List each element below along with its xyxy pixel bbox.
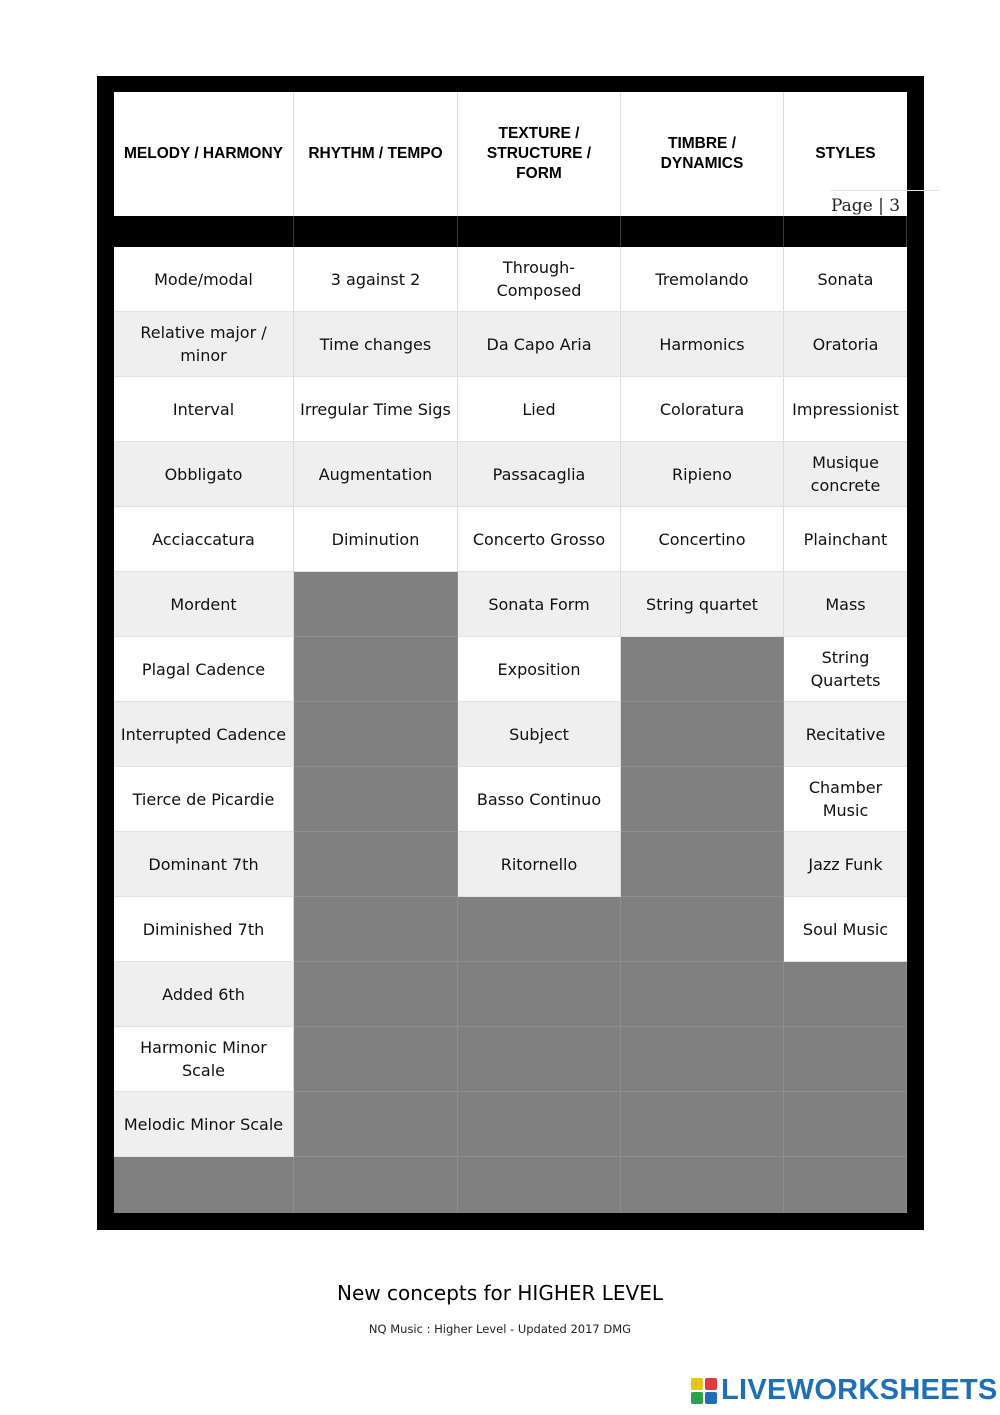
table-row <box>114 1027 907 1092</box>
table-cell: Concerto Grosso <box>458 507 621 572</box>
table-body <box>114 247 907 1157</box>
shaded-cell <box>621 767 784 832</box>
footer-text: NQ Music : Higher Level - Updated 2017 DMG <box>368 1322 632 1336</box>
table-cell: Harmonic Minor Scale <box>114 1027 294 1092</box>
table-cell: Concertino <box>621 507 784 572</box>
table-cell: Lied <box>458 377 621 442</box>
table-row <box>114 572 907 637</box>
table-cell: Basso Continuo <box>458 767 621 832</box>
table-row <box>114 897 907 962</box>
shaded-cell <box>294 832 458 897</box>
table-row <box>114 507 907 572</box>
table-cell: Time changes <box>294 312 458 377</box>
shaded-cell <box>621 897 784 962</box>
table-row <box>114 702 907 767</box>
shaded-cell <box>294 702 458 767</box>
shaded-cell <box>458 962 621 1027</box>
table-cell: String quartet <box>621 572 784 637</box>
table-cell: Mode/modal <box>114 247 294 312</box>
header-divider <box>114 216 907 247</box>
shaded-cell <box>294 1027 458 1092</box>
shaded-cell <box>294 962 458 1027</box>
table-row <box>114 377 907 442</box>
table-cell: Oratoria <box>784 312 907 377</box>
table-row <box>114 247 907 312</box>
table-cell: Da Capo Aria <box>458 312 621 377</box>
table-row <box>114 1092 907 1157</box>
header-styles: STYLES <box>784 92 907 216</box>
table-cell: Added 6th <box>114 962 294 1027</box>
shaded-cell <box>621 1027 784 1092</box>
shaded-cell <box>621 1092 784 1157</box>
table-cell: Subject <box>458 702 621 767</box>
table-cell: Mass <box>784 572 907 637</box>
shaded-cell <box>294 637 458 702</box>
table-cell: Harmonics <box>621 312 784 377</box>
table-cell: Chamber Music <box>784 767 907 832</box>
shaded-cell <box>458 897 621 962</box>
liveworksheets-icon <box>691 1378 717 1404</box>
table-cell: 3 against 2 <box>294 247 458 312</box>
page-number: Page | 3 <box>830 190 940 219</box>
table-cell: Through-Composed <box>458 247 621 312</box>
table-row <box>114 767 907 832</box>
table-cell: Exposition <box>458 637 621 702</box>
table-cell: Musique concrete <box>784 442 907 507</box>
table-cell: Tierce de Picardie <box>114 767 294 832</box>
table-row <box>114 832 907 897</box>
subtitle: New concepts for HIGHER LEVEL <box>337 1281 663 1305</box>
table-cell: Sonata <box>784 247 907 312</box>
shaded-cell <box>294 1092 458 1157</box>
table-row <box>114 962 907 1027</box>
brand-wordmark: LIVEWORKSHEETS <box>721 1374 998 1406</box>
table-cell: Diminished 7th <box>114 897 294 962</box>
header-timbre-dynamics: TIMBRE / DYNAMICS <box>621 92 784 216</box>
table-cell: Interval <box>114 377 294 442</box>
shaded-cell <box>294 897 458 962</box>
shaded-cell <box>458 1092 621 1157</box>
table-cell: Impressionist <box>784 377 907 442</box>
table-cell: Tremolando <box>621 247 784 312</box>
table-frame <box>97 76 924 1230</box>
shaded-cell <box>621 637 784 702</box>
header-melody-harmony: MELODY / HARMONY <box>114 92 294 216</box>
table-cell: Passacaglia <box>458 442 621 507</box>
table-row <box>114 312 907 377</box>
table-cell: Obbligato <box>114 442 294 507</box>
table-cell: Ripieno <box>621 442 784 507</box>
shaded-cell <box>784 1027 907 1092</box>
table-cell: Jazz Funk <box>784 832 907 897</box>
table-cell: Acciaccatura <box>114 507 294 572</box>
table-cell: String Quartets <box>784 637 907 702</box>
table-header-row <box>114 92 907 216</box>
table-cell: Interrupted Cadence <box>114 702 294 767</box>
table-cell: Irregular Time Sigs <box>294 377 458 442</box>
table-cell: Recitative <box>784 702 907 767</box>
table-cell: Mordent <box>114 572 294 637</box>
shaded-cell <box>621 832 784 897</box>
brand-logo[interactable] <box>691 1374 998 1407</box>
table-cell: Dominant 7th <box>114 832 294 897</box>
table-cell: Plagal Cadence <box>114 637 294 702</box>
shaded-cell <box>621 702 784 767</box>
table-cell: Ritornello <box>458 832 621 897</box>
header-rhythm-tempo: RHYTHM / TEMPO <box>294 92 458 216</box>
table-row <box>114 442 907 507</box>
table-cell: Plainchant <box>784 507 907 572</box>
table-row <box>114 637 907 702</box>
shaded-cell <box>294 572 458 637</box>
concepts-table <box>114 92 907 1213</box>
shaded-cell <box>621 962 784 1027</box>
table-cell: Augmentation <box>294 442 458 507</box>
table-footer-shaded-row <box>114 1157 907 1213</box>
shaded-cell <box>784 1092 907 1157</box>
header-texture-structure-form: TEXTURE / STRUCTURE / FORM <box>458 92 621 216</box>
table-cell: Melodic Minor Scale <box>114 1092 294 1157</box>
table-cell: Diminution <box>294 507 458 572</box>
table-cell: Soul Music <box>784 897 907 962</box>
shaded-cell <box>784 962 907 1027</box>
shaded-cell <box>458 1027 621 1092</box>
shaded-cell <box>294 767 458 832</box>
table-cell: Sonata Form <box>458 572 621 637</box>
table-cell: Relative major / minor <box>114 312 294 377</box>
table-cell: Coloratura <box>621 377 784 442</box>
